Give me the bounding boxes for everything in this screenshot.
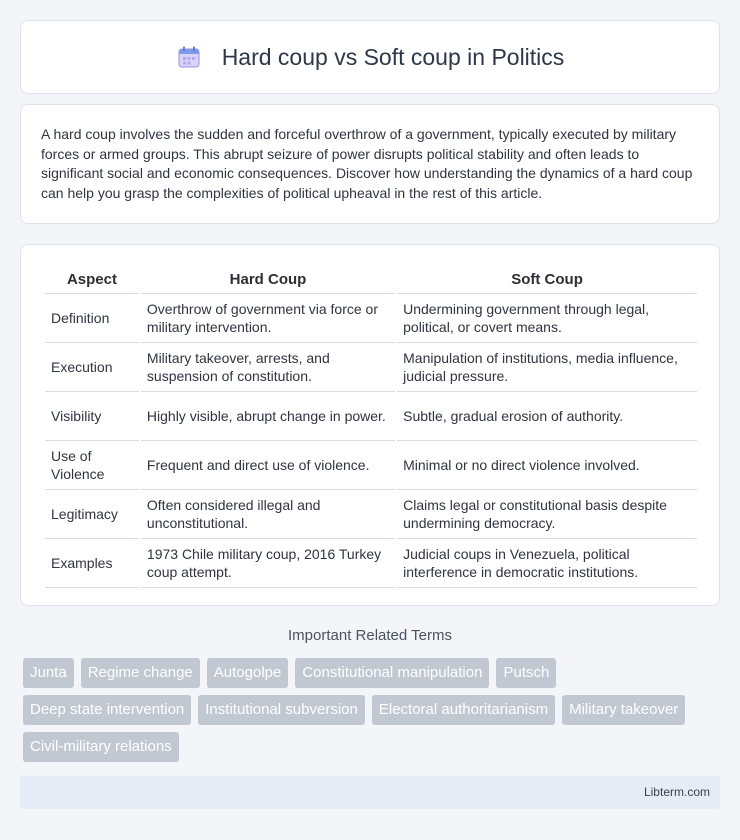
cell-soft: Subtle, gradual erosion of authority. [397,391,697,440]
tag-civil-military-relations[interactable]: Civil-military relations [23,732,179,762]
cell-hard: Often considered illegal and unconstitutional. [141,489,395,538]
tag-putsch[interactable]: Putsch [496,658,556,688]
cell-soft: Minimal or no direct violence involved. [397,440,697,489]
tag-institutional-subversion[interactable]: Institutional subversion [198,695,365,725]
cell-hard: 1973 Chile military coup, 2016 Turkey coup attempt. [141,538,395,588]
table-row [45,538,697,588]
cell-aspect: Examples [45,538,139,588]
table-row [45,342,697,391]
cell-hard: Overthrow of government via force or military intervention. [141,293,395,342]
tag-regime-change[interactable]: Regime change [81,658,200,688]
footer [20,776,720,809]
header-aspect: Aspect [66,270,117,288]
tag-autogolpe[interactable]: Autogolpe [207,658,289,688]
table-row [45,440,697,489]
tag-junta[interactable]: Junta [23,658,74,688]
cell-soft: Manipulation of institutions, media influence, judicial pressure. [397,342,697,391]
intro-text: A hard coup involves the sudden and forceful overthrow of a government, typically executed by military forces or armed groups. This abrupt seizure of power disrupts political stability and often leads to significant social and economic consequences. Discover how understanding the dynamics of a hard coup can help you grasp the complexities of political upheaval in the rest of this article. [41,126,693,201]
cell-soft: Judicial coups in Venezuela, political interference in democratic institutions. [397,538,697,588]
cell-aspect: Definition [45,293,139,342]
calendar-icon [176,44,202,70]
header-hard-coup: Hard Coup [229,270,307,288]
related-terms-list [23,658,723,762]
table-row [45,391,697,440]
related-terms-title: Important Related Terms [288,627,452,644]
cell-aspect: Legitimacy [45,489,139,538]
header-soft-coup: Soft Coup [511,270,583,288]
cell-aspect: Use of Violence [45,440,139,489]
tag-constitutional-manipulation[interactable]: Constitutional manipulation [295,658,489,688]
tag-electoral-authoritarianism[interactable]: Electoral authoritarianism [372,695,555,725]
cell-hard: Military takeover, arrests, and suspension of constitution. [141,342,395,391]
cell-aspect: Visibility [45,391,139,440]
cell-soft: Undermining government through legal, political, or covert means. [397,293,697,342]
table-row [45,293,697,342]
cell-soft: Claims legal or constitutional basis despite undermining democracy. [397,489,697,538]
table-header-row [45,261,697,293]
tag-deep-state-intervention[interactable]: Deep state intervention [23,695,191,725]
comparison-table [43,261,699,588]
cell-aspect: Execution [45,342,139,391]
table-row [45,489,697,538]
cell-hard: Frequent and direct use of violence. [141,440,395,489]
cell-hard: Highly visible, abrupt change in power. [141,391,395,440]
footer-link[interactable]: Libterm.com [643,785,710,799]
intro-card [20,104,720,224]
comparison-card [20,244,720,606]
tag-military-takeover[interactable]: Military takeover [562,695,685,725]
page-title: Hard coup vs Soft coup in Politics [221,43,565,70]
header-card [20,20,720,94]
